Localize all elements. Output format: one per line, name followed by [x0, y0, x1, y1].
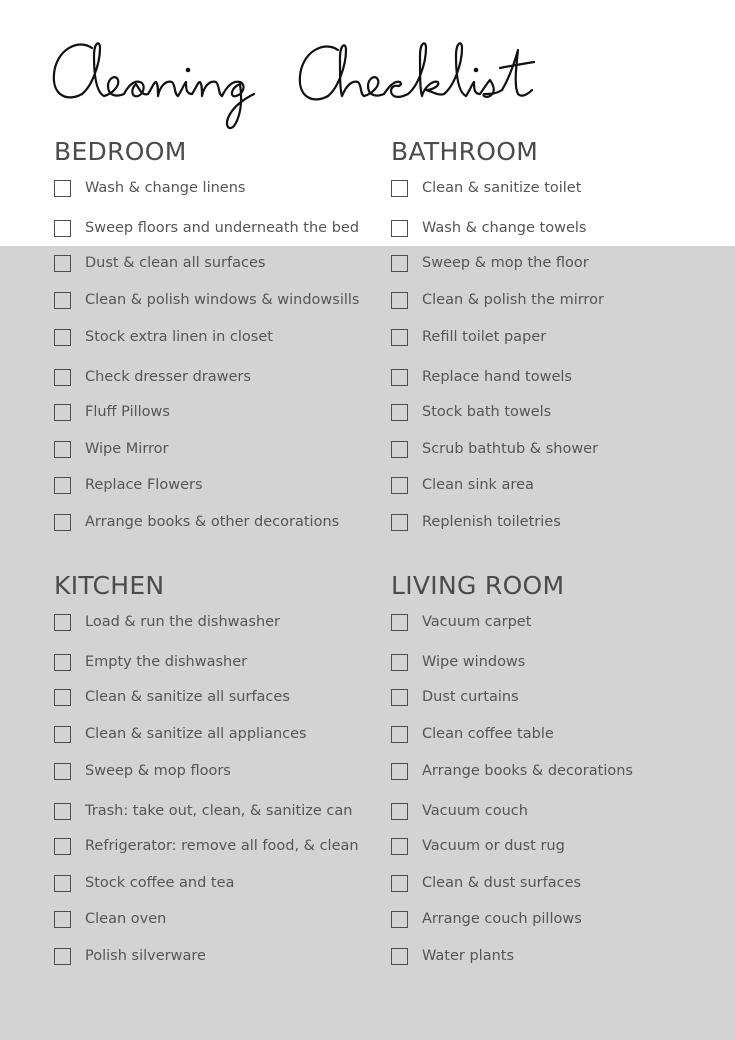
checkbox[interactable]: [391, 220, 408, 237]
section-kitchen: [54, 569, 384, 964]
checkbox[interactable]: [391, 292, 408, 309]
checklist-item[interactable]: [54, 322, 273, 352]
checkbox[interactable]: [54, 911, 71, 928]
checkbox[interactable]: [391, 726, 408, 743]
checklist-item[interactable]: [54, 470, 203, 500]
checklist-item[interactable]: [391, 719, 554, 749]
checklist-item[interactable]: [391, 470, 534, 500]
checkbox[interactable]: [54, 255, 71, 272]
checkbox[interactable]: [54, 875, 71, 892]
checklist-item[interactable]: [54, 213, 359, 243]
checklist-item[interactable]: [54, 248, 265, 278]
checkbox[interactable]: [54, 654, 71, 671]
checkbox[interactable]: [54, 369, 71, 386]
checklist-item-label: Vacuum carpet: [422, 614, 532, 630]
checkbox[interactable]: [391, 948, 408, 965]
checklist-item-label: Vacuum or dust rug: [422, 838, 565, 854]
checklist-item[interactable]: [54, 647, 247, 677]
checkbox[interactable]: [391, 911, 408, 928]
checklist-item[interactable]: [391, 322, 546, 352]
checklist-item-label: Wash & change linens: [85, 180, 246, 196]
checklist-item[interactable]: [54, 285, 359, 315]
checkbox[interactable]: [391, 369, 408, 386]
checkbox[interactable]: [391, 441, 408, 458]
checkbox[interactable]: [54, 763, 71, 780]
section-heading-living-room: LIVING ROOM: [391, 571, 565, 600]
checklist-item[interactable]: [391, 362, 572, 392]
checklist-item-label: Clean & polish the mirror: [422, 292, 604, 308]
checklist-item-label: Clean oven: [85, 911, 167, 927]
checklist-item[interactable]: [54, 941, 206, 971]
checklist-item-label: Trash: take out, clean, & sanitize can: [85, 803, 353, 819]
checkbox[interactable]: [54, 220, 71, 237]
checkbox[interactable]: [54, 726, 71, 743]
checklist-item-label: Stock bath towels: [422, 404, 552, 420]
checkbox[interactable]: [391, 875, 408, 892]
checkbox[interactable]: [391, 255, 408, 272]
checklist-item-label: Fluff Pillows: [85, 404, 170, 420]
checklist-item[interactable]: [391, 796, 528, 826]
checklist-item-label: Arrange books & other decorations: [85, 514, 340, 530]
checklist-item-label: Arrange couch pillows: [422, 911, 582, 927]
checklist-item-label: Vacuum couch: [422, 803, 528, 819]
checklist-item[interactable]: [54, 831, 359, 861]
checklist-item[interactable]: [54, 868, 234, 898]
checklist-item[interactable]: [54, 682, 290, 712]
checklist-item-label: Clean & sanitize all appliances: [85, 726, 307, 742]
checklist-item[interactable]: [391, 941, 514, 971]
checkbox[interactable]: [54, 514, 71, 531]
checklist-item[interactable]: [54, 756, 231, 786]
checklist-item-label: Wash & change towels: [422, 220, 587, 236]
checkbox[interactable]: [54, 689, 71, 706]
checklist-item-label: Empty the dishwasher: [85, 654, 248, 670]
checklist-item[interactable]: [54, 507, 339, 537]
section-living-room: [391, 569, 721, 964]
checklist-item[interactable]: [391, 507, 561, 537]
checklist-item-label: Load & run the dishwasher: [85, 614, 281, 630]
checkbox[interactable]: [391, 180, 408, 197]
checkbox[interactable]: [54, 329, 71, 346]
section-bathroom: [391, 135, 721, 530]
checkbox[interactable]: [54, 838, 71, 855]
checklist-item[interactable]: [54, 434, 169, 464]
checklist-item-label: Sweep & mop the floor: [422, 255, 589, 271]
checklist-item-label: Dust curtains: [422, 689, 519, 705]
checkbox[interactable]: [391, 477, 408, 494]
checklist-item[interactable]: [391, 831, 565, 861]
checklist-item[interactable]: [391, 868, 581, 898]
checkbox[interactable]: [391, 763, 408, 780]
checklist-item[interactable]: [391, 397, 551, 427]
checklist-item[interactable]: [54, 362, 251, 392]
checklist-item[interactable]: [54, 173, 245, 203]
checklist-item-label: Replace Flowers: [85, 477, 203, 493]
checkbox[interactable]: [391, 404, 408, 421]
checklist-item[interactable]: [391, 647, 525, 677]
checklist-item-label: Clean sink area: [422, 477, 534, 493]
checkbox[interactable]: [391, 514, 408, 531]
checklist-item-label: Clean & dust surfaces: [422, 875, 582, 891]
checklist-item[interactable]: [391, 248, 589, 278]
checkbox[interactable]: [391, 329, 408, 346]
checkbox[interactable]: [54, 614, 71, 631]
checkbox[interactable]: [391, 803, 408, 820]
checklist-item-label: Refill toilet paper: [422, 329, 547, 345]
checkbox[interactable]: [54, 404, 71, 421]
checklist-item[interactable]: [54, 607, 280, 637]
checklist-item-label: Refrigerator: remove all food, & clean: [85, 838, 359, 854]
section-heading-bathroom: BATHROOM: [391, 137, 539, 166]
checklist-item[interactable]: [54, 904, 166, 934]
checkbox[interactable]: [54, 180, 71, 197]
checklist-item-label: Check dresser drawers: [85, 369, 251, 385]
checklist-item-label: Clean & polish windows & windowsills: [85, 292, 360, 308]
checklist-item-label: Stock coffee and tea: [85, 875, 235, 891]
checklist-item[interactable]: [54, 796, 352, 826]
section-heading-kitchen: KITCHEN: [54, 571, 165, 600]
checklist-item[interactable]: [391, 434, 598, 464]
checklist-item-label: Sweep floors and underneath the bed: [85, 220, 360, 236]
checkbox[interactable]: [54, 477, 71, 494]
page-title: [48, 28, 548, 132]
checkbox[interactable]: [54, 803, 71, 820]
checkbox[interactable]: [54, 948, 71, 965]
checkbox[interactable]: [54, 441, 71, 458]
checkbox[interactable]: [391, 838, 408, 855]
checklist-item[interactable]: [391, 173, 581, 203]
checklist-item[interactable]: [54, 719, 307, 749]
checklist-item[interactable]: [391, 607, 531, 637]
checklist-item[interactable]: [54, 397, 170, 427]
checklist-item[interactable]: [391, 213, 586, 243]
checklist-item-label: Arrange books & decorations: [422, 763, 633, 779]
checklist-item-label: Scrub bathtub & shower: [422, 441, 599, 457]
checklist-item[interactable]: [391, 682, 519, 712]
checkbox[interactable]: [391, 689, 408, 706]
checklist-item-label: Clean & sanitize toilet: [422, 180, 582, 196]
checklist-item-label: Replace hand towels: [422, 369, 572, 385]
checklist-item-label: Wipe windows: [422, 654, 526, 670]
checklist-item-label: Clean & sanitize all surfaces: [85, 689, 290, 705]
section-heading-bedroom: BEDROOM: [54, 137, 187, 166]
section-bedroom: [54, 135, 384, 530]
checkbox[interactable]: [54, 292, 71, 309]
checklist-item-label: Polish silverware: [85, 948, 206, 964]
checklist-item-label: Replenish toiletries: [422, 514, 561, 530]
checklist-item-label: Sweep & mop floors: [85, 763, 231, 779]
checkbox[interactable]: [391, 614, 408, 631]
checklist-item-label: Dust & clean all surfaces: [85, 255, 266, 271]
checklist-item-label: Wipe Mirror: [85, 441, 169, 457]
checklist-item[interactable]: [391, 756, 633, 786]
checklist-item-label: Stock extra linen in closet: [85, 329, 273, 345]
checklist-item[interactable]: [391, 904, 582, 934]
checklist-item-label: Water plants: [422, 948, 515, 964]
script-title-lettering: [48, 28, 548, 132]
checkbox[interactable]: [391, 654, 408, 671]
checklist-item-label: Clean coffee table: [422, 726, 554, 742]
checklist-item[interactable]: [391, 285, 604, 315]
